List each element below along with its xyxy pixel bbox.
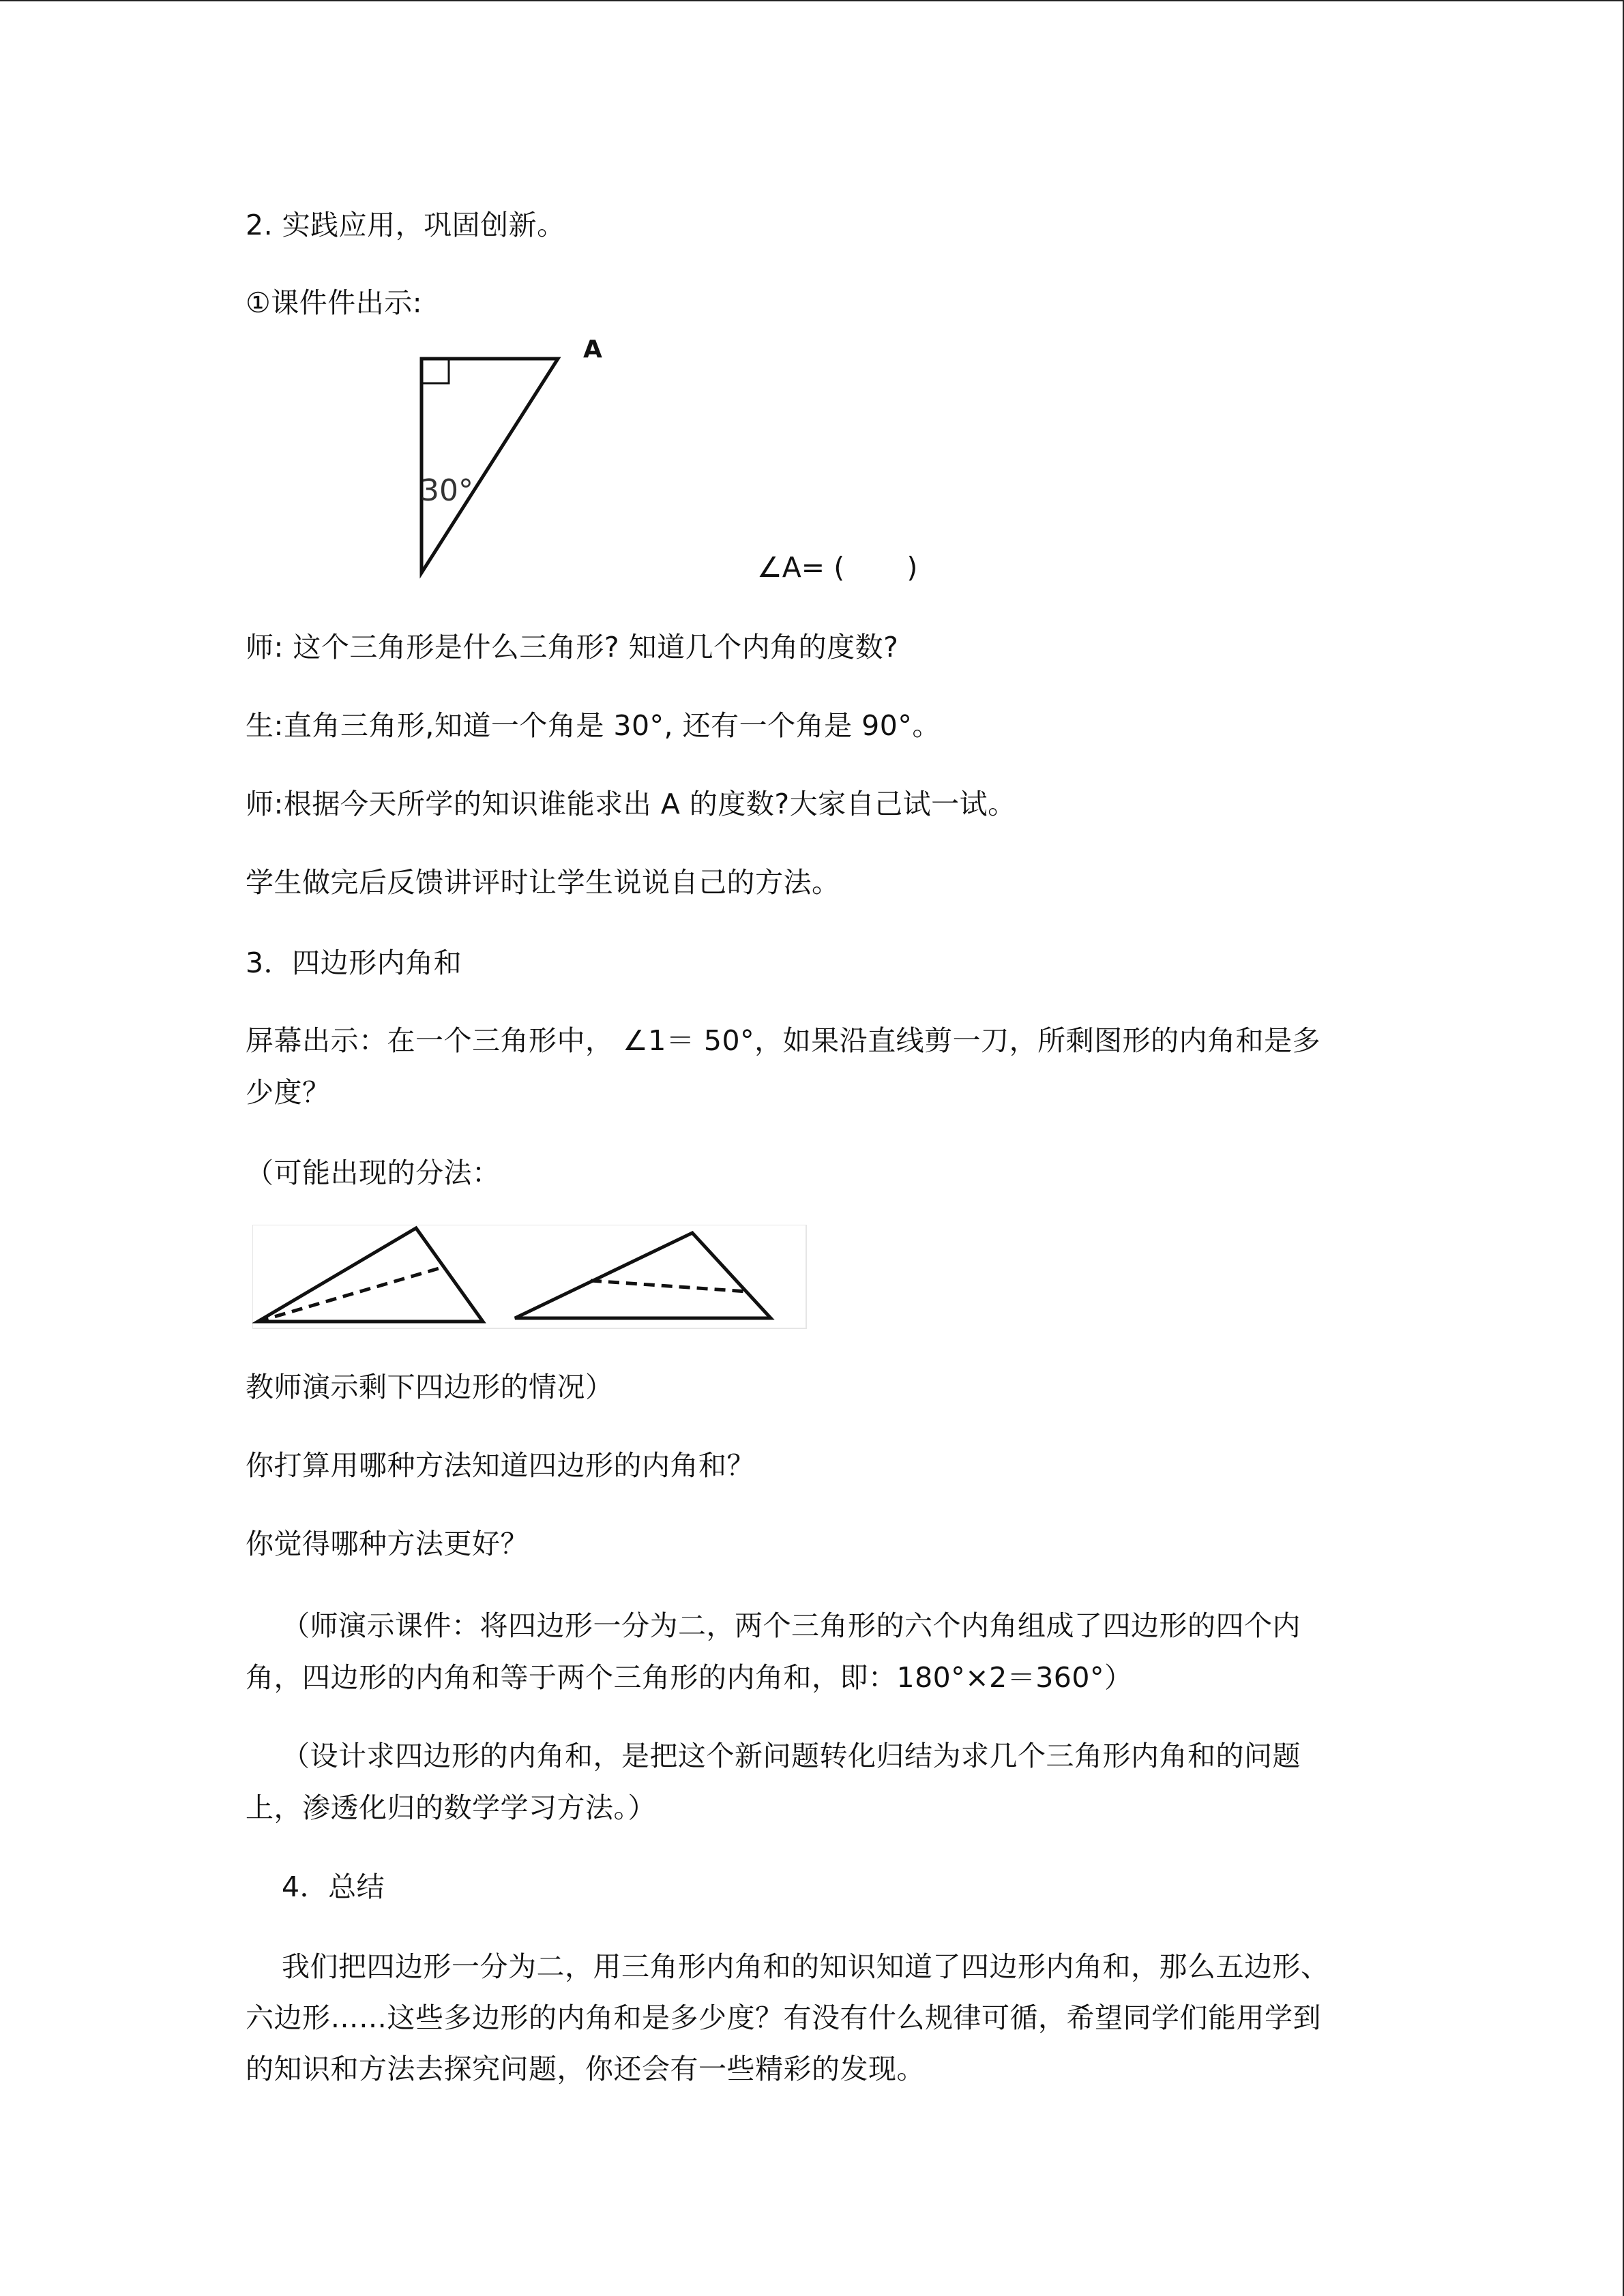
vertex-a-label: A bbox=[583, 336, 602, 363]
screen-prompt-line-1: 屏幕出示：在一个三角形中， ∠1＝ 50°，如果沿直线剪一刀，所剩图形的内角和是多 bbox=[246, 1024, 1321, 1057]
question-better: 你觉得哪种方法更好？ bbox=[246, 1527, 529, 1560]
methods-end: 教师演示剩下四边形的情况） bbox=[246, 1371, 614, 1403]
triangle-cut-2 bbox=[515, 1233, 771, 1318]
courseware-item-1: ①课件件出示: bbox=[246, 286, 423, 319]
teacher-prompt: 师:根据今天所学的知识谁能求出 A 的度数?大家自己试一试。 bbox=[246, 788, 1016, 820]
section-2-heading: 2. 实践应用，巩固创新。 bbox=[246, 209, 565, 241]
angle-30-label: 30° bbox=[420, 473, 473, 508]
right-triangle-figure bbox=[409, 334, 628, 586]
section-4-heading: 4．总结 bbox=[282, 1870, 385, 1903]
question-method: 你打算用哪种方法知道四边形的内角和？ bbox=[246, 1449, 755, 1482]
cut-triangles-figure bbox=[252, 1225, 808, 1330]
student-answer: 生:直角三角形,知道一个角是 30°, 还有一个角是 90°。 bbox=[246, 709, 941, 742]
right-angle-marker bbox=[422, 359, 449, 383]
student-feedback: 学生做完后反馈讲评时让学生说说自己的方法。 bbox=[246, 866, 840, 899]
screen-prompt-line-2: 少度？ bbox=[246, 1076, 331, 1109]
summary-line-3: 的知识和方法去探究问题，你还会有一些精彩的发现。 bbox=[246, 2053, 925, 2085]
teacher-question: 师: 这个三角形是什么三角形? 知道几个内角的度数? bbox=[246, 631, 899, 664]
design-line-2: 上，渗透化归的数学学习方法。） bbox=[246, 1791, 656, 1824]
angle-a-question: ∠A= ( ) bbox=[757, 551, 918, 584]
summary-line-1: 我们把四边形一分为二，用三角形内角和的知识知道了四边形内角和，那么五边形、 bbox=[282, 1950, 1329, 1983]
summary-line-2: 六边形……这些多边形的内角和是多少度？有没有什么规律可循，希望同学们能用学到 bbox=[246, 2001, 1321, 2034]
methods-intro: （可能出现的分法： bbox=[246, 1157, 501, 1189]
right-triangle bbox=[422, 359, 558, 573]
design-line-1: （设计求四边形的内角和，是把这个新问题转化归结为求几个三角形内角和的问题 bbox=[282, 1740, 1301, 1772]
section-3-heading: 3．四边形内角和 bbox=[246, 946, 462, 979]
triangle-cut-1 bbox=[258, 1228, 483, 1322]
demo-line-1: （师演示课件：将四边形一分为二，两个三角形的六个内角组成了四边形的四个内 bbox=[282, 1609, 1301, 1642]
demo-line-2: 角，四边形的内角和等于两个三角形的内角和，即：180°×2＝360°） bbox=[246, 1661, 1133, 1694]
